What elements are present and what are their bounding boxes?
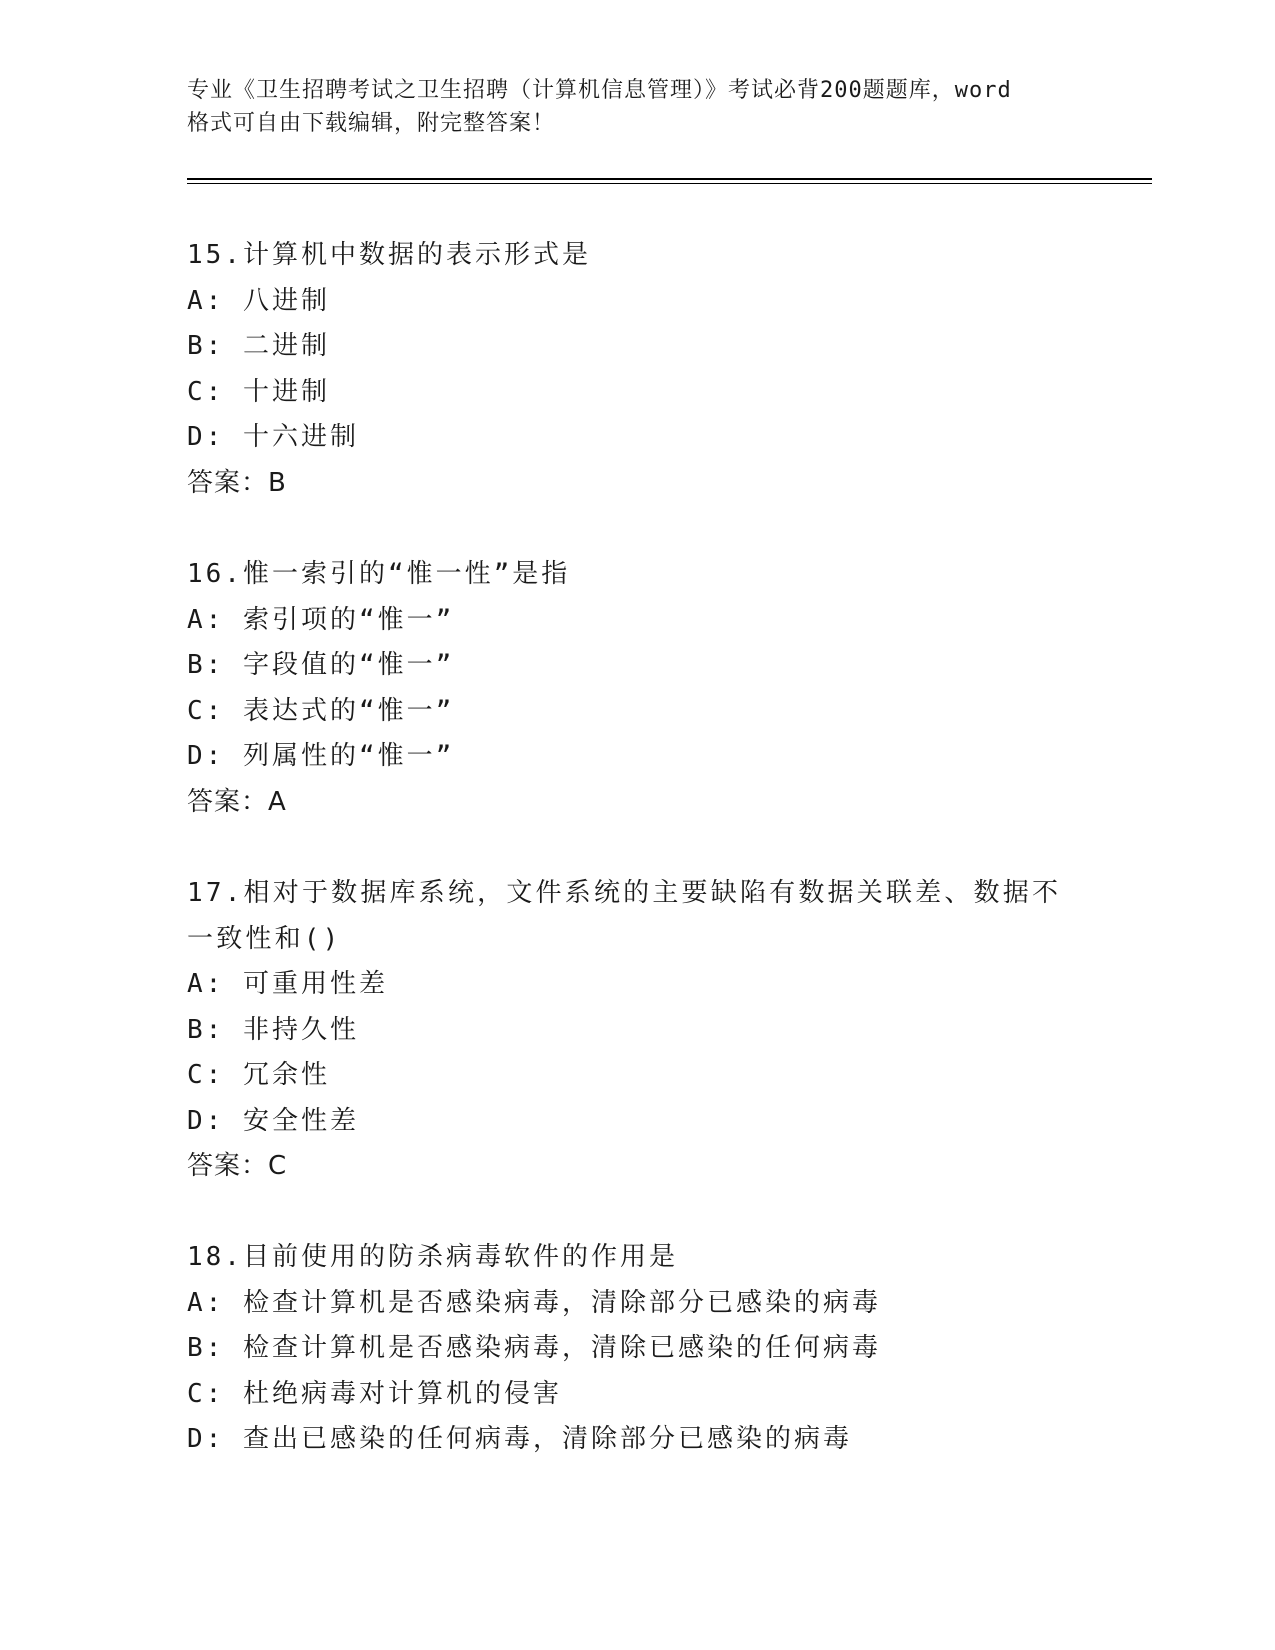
- option-b: B: 二进制: [187, 331, 330, 361]
- option-c: C: 十进制: [187, 376, 330, 407]
- question-15: [187, 233, 1087, 506]
- option-d: D: 列属性的“惟一”: [187, 741, 455, 771]
- option-b: B: 非持久性: [187, 1014, 359, 1045]
- option-a: A: 可重用性差: [187, 969, 388, 999]
- option-c: C: 表达式的“惟一”: [187, 695, 455, 726]
- option-d: D: 查出已感染的任何病毒，清除部分已感染的病毒: [187, 1424, 852, 1454]
- question-stem: 15.计算机中数据的表示形式是: [187, 240, 591, 270]
- question-16: [187, 552, 1087, 825]
- header-line-1: 专业《卫生招聘考试之卫生招聘（计算机信息管理）》考试必背200题题库，word: [187, 78, 1012, 103]
- header-line-2: 格式可自由下载编辑，附完整答案！: [187, 111, 556, 136]
- header-divider-thick: [187, 178, 1152, 180]
- question-stem: 16.惟一索引的“惟一性”是指: [187, 559, 571, 589]
- option-d: D: 安全性差: [187, 1105, 359, 1136]
- document-header: [187, 74, 1087, 140]
- answer-label: 答案：B: [187, 467, 287, 498]
- option-c: C: 冗余性: [187, 1060, 330, 1090]
- header-divider-thin: [187, 183, 1152, 184]
- option-a: A: 索引项的“惟一”: [187, 604, 455, 635]
- option-a: A: 八进制: [187, 285, 330, 316]
- question-stem: 17.相对于数据库系统，文件系统的主要缺陷有数据关联差、数据不一致性和(): [187, 878, 1062, 954]
- question-18: [187, 1235, 1087, 1463]
- question-stem: 18.目前使用的防杀病毒软件的作用是: [187, 1242, 678, 1272]
- answer-label: 答案：C: [187, 1151, 288, 1181]
- answer-label: 答案：A: [187, 786, 287, 817]
- option-d: D: 十六进制: [187, 422, 359, 452]
- option-b: B: 字段值的“惟一”: [187, 650, 455, 680]
- question-17: [187, 871, 1087, 1190]
- option-c: C: 杜绝病毒对计算机的侵害: [187, 1378, 562, 1409]
- option-a: A: 检查计算机是否感染病毒，清除部分已感染的病毒: [187, 1287, 881, 1318]
- option-b: B: 检查计算机是否感染病毒，清除已感染的任何病毒: [187, 1333, 881, 1363]
